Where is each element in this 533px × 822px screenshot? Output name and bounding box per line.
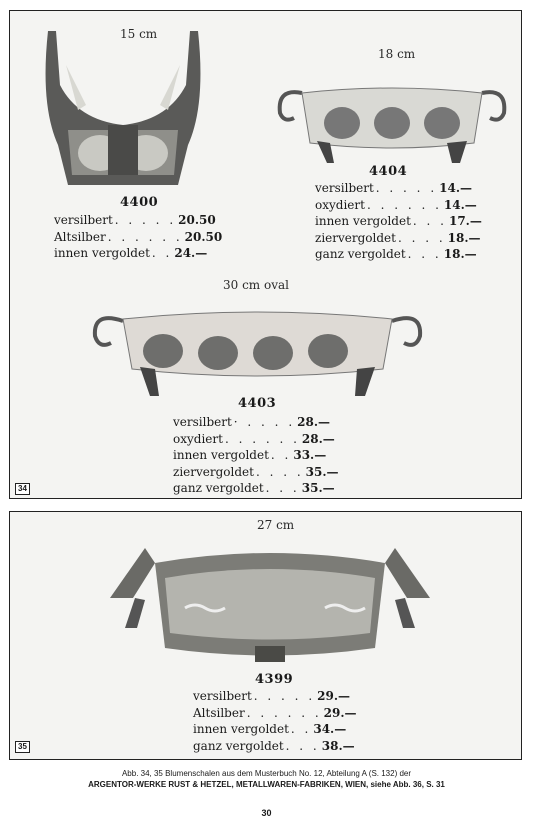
bowl-4399-dimension: 27 cm: [257, 518, 295, 532]
vase-4400-price-list: [54, 212, 222, 262]
price-row: ganz vergoldet . . . 35.—: [173, 481, 335, 495]
price-row: Altsilber . . . . . . 29.—: [193, 705, 357, 720]
bowl-4403-price-list: [173, 414, 339, 497]
price-row: ganz vergoldet . . . 18.—: [315, 247, 477, 261]
price-row: ziervergoldet . . . . 35.—: [173, 464, 339, 479]
page-number: 30: [261, 808, 272, 818]
price-row: oxydiert . . . . . . 28.—: [173, 431, 335, 446]
vase-4400-model-number: 4400: [120, 195, 159, 210]
price-row: innen vergoldet . . 24.—: [54, 246, 208, 260]
bowl-4404-model-number: 4404: [369, 164, 408, 179]
price-row: innen vergoldet . . . 17.—: [315, 214, 482, 228]
figure-caption: [0, 768, 533, 790]
vase-4400-photo: [38, 25, 208, 190]
bowl-4403-photo: [85, 301, 430, 406]
caption-line-2: ARGENTOR-WERKE RUST & HETZEL, METALLWAREN-FABRIKEN, WIEN, siehe Abb. 36, S. 31: [88, 780, 445, 789]
price-row: versilbert . . . . . 20.50: [54, 213, 216, 227]
bowl-4399-photo: [105, 538, 435, 668]
price-row: ganz vergoldet . . . 38.—: [193, 738, 355, 753]
caption-line-1: Abb. 34, 35 Blumenschalen aus dem Musterbuch No. 12, Abteilung A (S. 132) der: [121, 769, 412, 778]
bowl-4404-photo: [272, 73, 512, 173]
bowl-4404-dimension: 18 cm: [378, 47, 416, 61]
figure-34-panel: [9, 10, 522, 499]
price-row: Altsilber . . . . . . 20.50: [54, 229, 223, 244]
bowl-4404-price-list: [315, 180, 482, 263]
figure-34-label: 34: [15, 483, 30, 495]
price-row: versilbert . . . . . 14.—: [315, 181, 473, 195]
price-row: versilbert . . . . . 29.—: [193, 689, 351, 703]
figure-35-panel: [9, 511, 522, 760]
bowl-4403-model-number: 4403: [238, 396, 277, 411]
bowl-4399-model-number: 4399: [255, 672, 294, 687]
price-row: versilbert · . . . . 28.—: [173, 415, 331, 429]
price-row: innen vergoldet . . 34.—: [193, 722, 347, 736]
bowl-4403-dimension: 30 cm oval: [223, 278, 289, 292]
bowl-4399-price-list: [193, 688, 357, 754]
vase-4400-dimension: 15 cm: [120, 27, 158, 41]
figure-35-label: 35: [15, 741, 30, 753]
price-row: innen vergoldet . . 33.—: [173, 448, 327, 462]
price-row: ziervergoldet . . . . 18.—: [315, 230, 481, 245]
price-row: oxydiert . . . . . . 14.—: [315, 197, 477, 212]
